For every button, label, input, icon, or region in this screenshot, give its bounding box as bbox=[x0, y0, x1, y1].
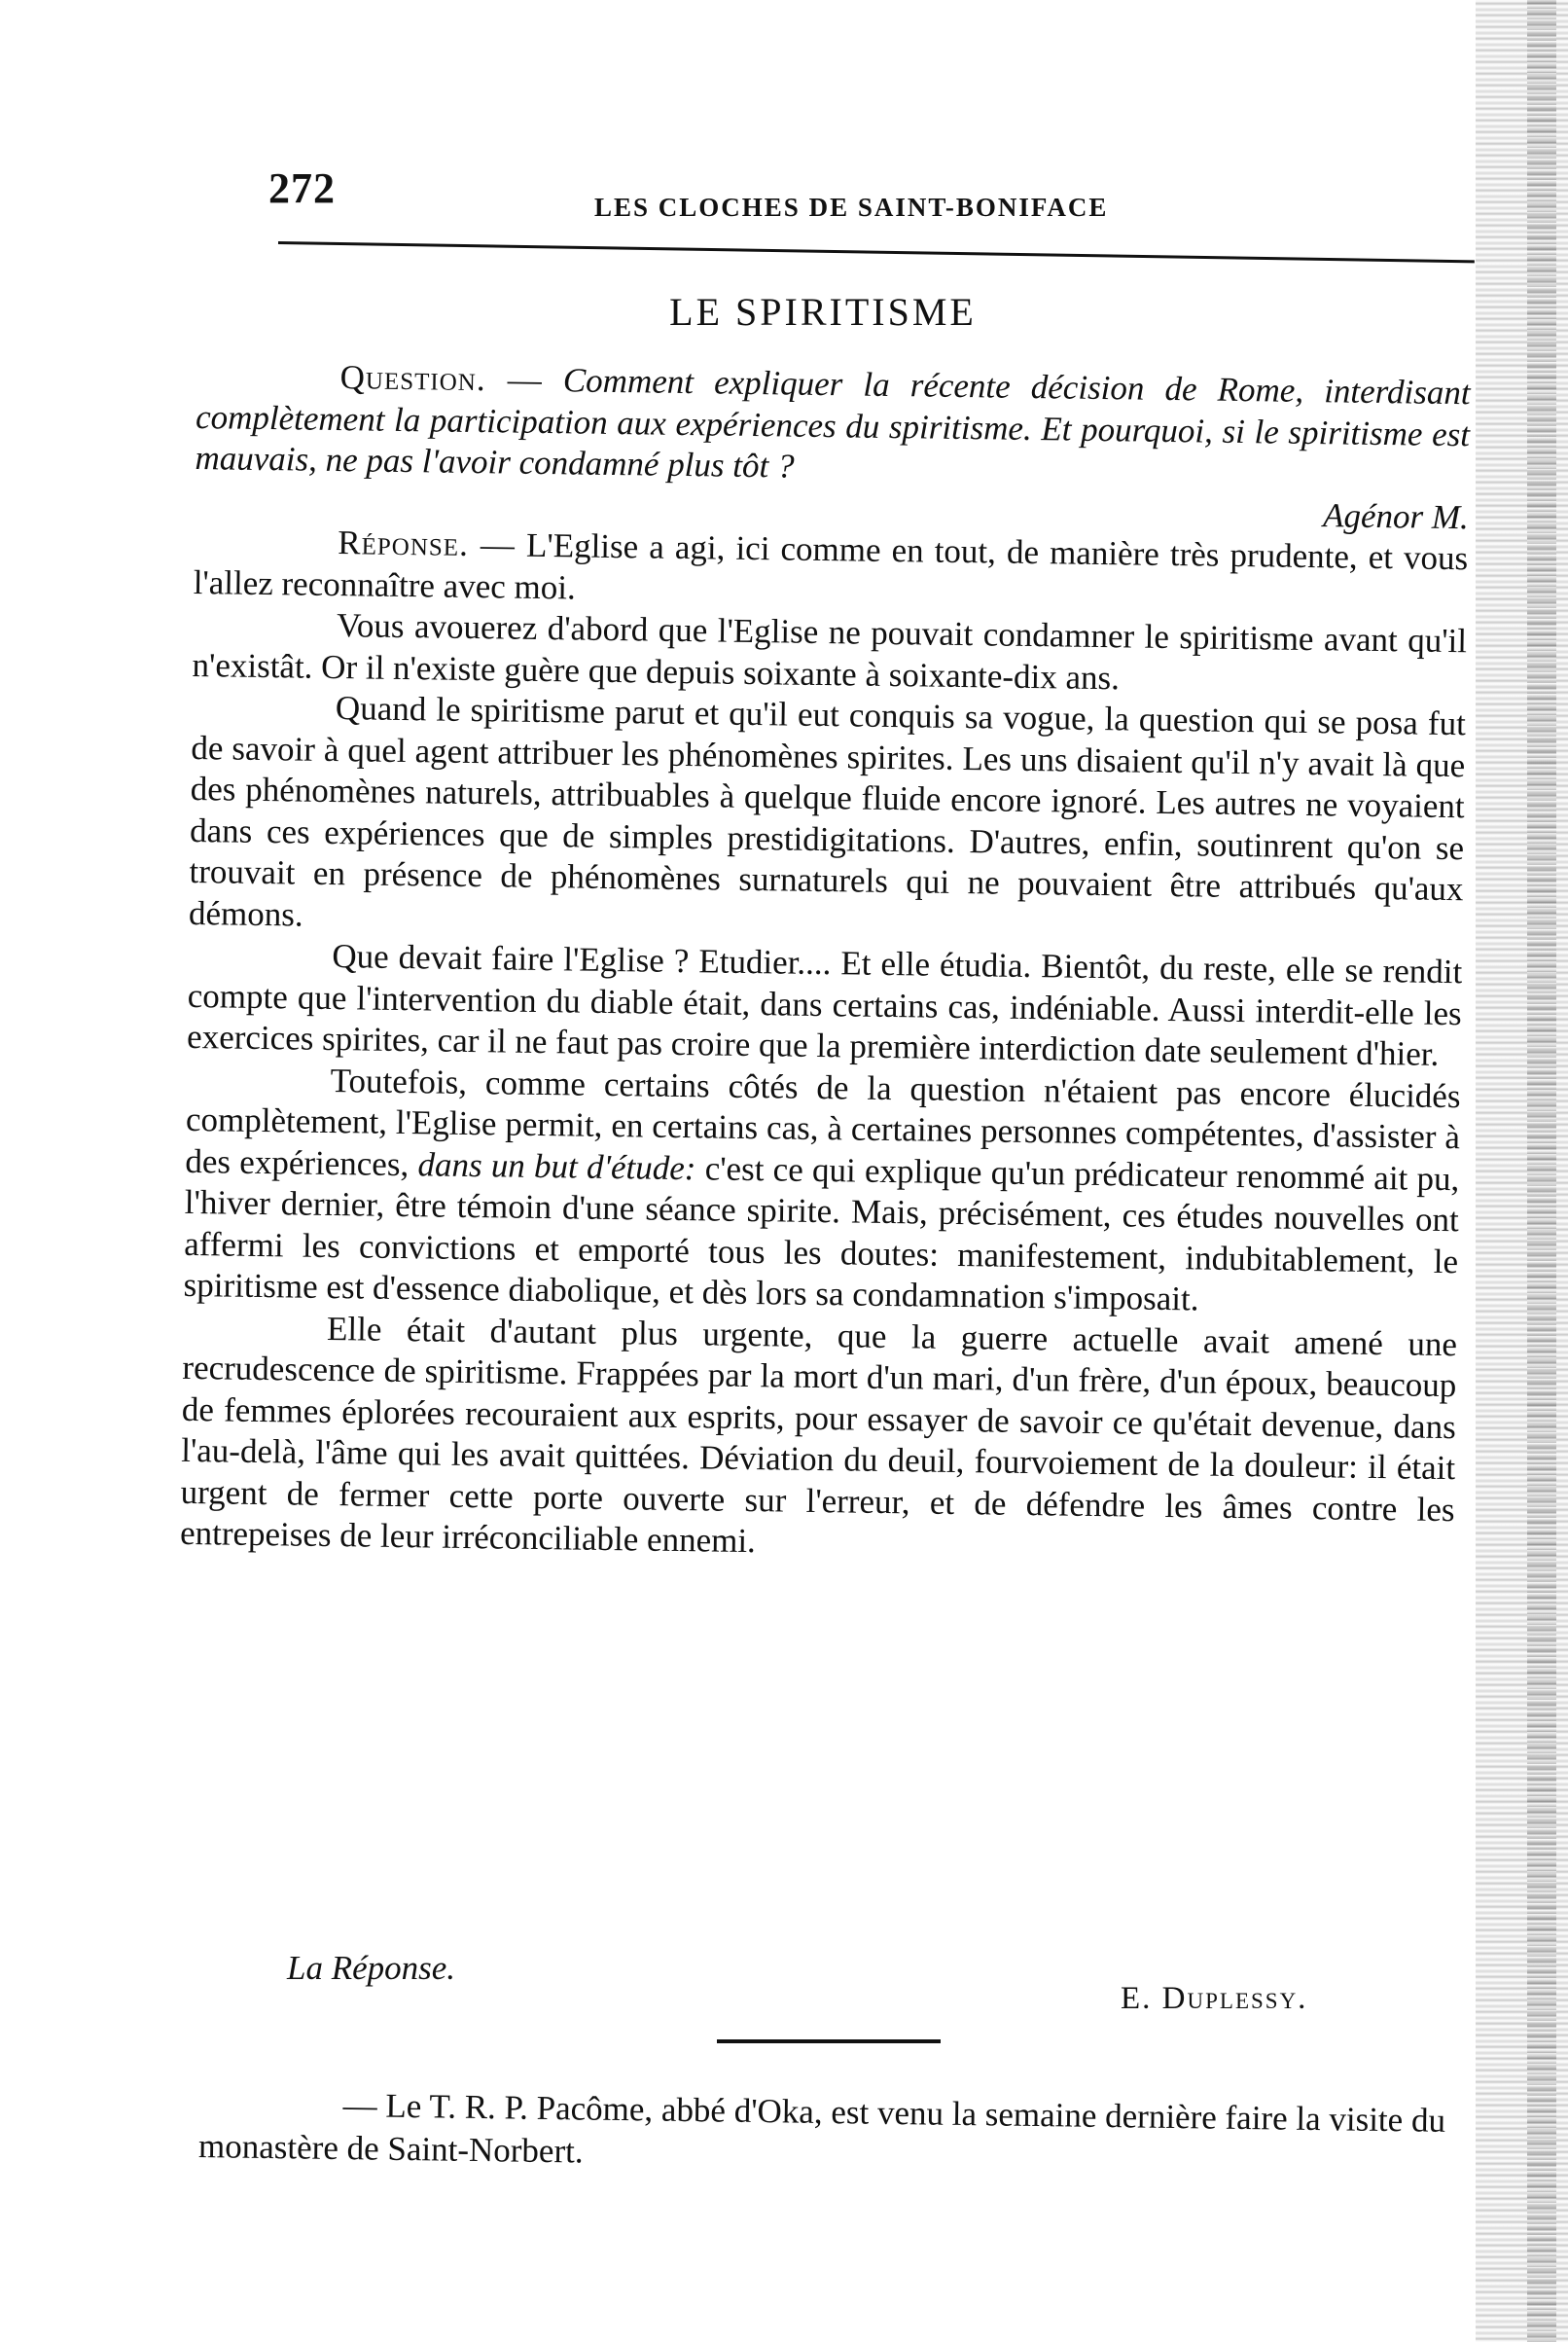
answer-intro: L'Eglise a agi, ici comme en tout, de manière très prudente, et vous l'allez reconnaître avec moi. bbox=[193, 525, 1469, 606]
paragraph-6: Elle était d'autant plus urgente, que la guerre actuelle avait amené une recrudescence de spiritisme. Frappées par la mort d'un mari, d'un frère, d'un époux, beaucoup de femmes éplorées recouraient aux esprits, pour essayer de savoir ce qu'était devenue, dans l'au-delà, l'âme qui les avait quittées. Déviation du deuil, fourvoiement de la douleur: il était urgent de fermer cette porte ouverte sur l'erreur, et de défendre les âmes contre les entrepeises de leur irréconciliable ennemi. bbox=[179, 1309, 1458, 1561]
running-title: LES CLOCHES DE SAINT-BONIFACE bbox=[594, 193, 1109, 222]
article-source: La Réponse. bbox=[287, 1949, 456, 1987]
header-rule bbox=[278, 241, 1475, 263]
running-header bbox=[268, 163, 1465, 222]
news-note bbox=[198, 2082, 1454, 2185]
page-number: 272 bbox=[268, 164, 336, 212]
question-text: Comment expliquer la récente décision de Rome, interdisant complètement la participation aux expériences du spiritisme. Et pourquoi, si le spiritisme est mauvais, ne pas l'avoir condamné plus tôt ? bbox=[195, 361, 1471, 486]
page-edge-stripes bbox=[1527, 0, 1556, 2342]
article-title: LE SPIRITISME bbox=[669, 290, 977, 334]
question-author: Agénor M. bbox=[1322, 495, 1470, 536]
question-label: Question. — bbox=[339, 358, 544, 399]
paragraph-4: Que devait faire l'Eglise ? Etudier.... Et elle étudia. Bientôt, du reste, elle se rendit compte que l'intervention du diable était, dans certains cas, indéniable. Aussi interdit-elle les exercices spirites, car il ne faut pas croire que la première interdiction date seulement d'hier. bbox=[186, 937, 1463, 1073]
article-author: E. Duplessy. bbox=[1121, 1981, 1308, 2016]
article-body bbox=[180, 355, 1471, 1572]
paragraph-5 bbox=[183, 1058, 1460, 1323]
paragraph-2: Vous avouerez d'abord que l'Eglise ne pouvait condamner le spiritisme avant qu'il n'existât. Or il n'existe guère que depuis soixante à soixante-dix ans. bbox=[192, 606, 1468, 697]
paragraph-5-part2: c'est ce qui explique qu'un prédicateur renommé ait pu, l'hiver dernier, être témoin d'une séance spirite. Mais, précisément, ces études nouvelles ont affermi les convictions et emporté tous les doutes: manifestement, indubitablement, le spiritisme est d'essence diabolique, et dès lors sa condamnation s'imposait. bbox=[183, 1148, 1460, 1318]
answer-label: Réponse. — bbox=[338, 523, 517, 564]
news-note-text: — Le T. R. P. Pacôme, abbé d'Oka, est venu la semaine dernière faire la visite du monastère de Saint-Norbert. bbox=[197, 2086, 1446, 2171]
question-paragraph bbox=[195, 355, 1471, 497]
section-separator bbox=[717, 2039, 941, 2043]
paragraph-5-italic: dans un but d'étude: bbox=[417, 1144, 696, 1187]
paragraph-5-part1: Toutefois, comme certains côtés de la question n'étaient pas encore élucidés complètement, l'Eglise permit, en certains cas, à certaines personnes compétentes, d'assister à des expériences, bbox=[185, 1061, 1461, 1183]
paragraph-3: Quand le spiritisme parut et qu'il eut conquis sa vogue, la question qui se posa fut de savoir à quel agent attribuer les phénomènes spirites. Les uns disaient qu'il n'y avait là que des phénomènes naturels, attribuables à quelque fluide encore ignoré. Les autres ne voyaient dans ces expériences que de simples prestidigitations. D'autres, enfin, soutinrent qu'on se trouvait en présence de phénomènes surnaturels qui ne pouvaient être attribués qu'aux démons. bbox=[188, 689, 1467, 934]
